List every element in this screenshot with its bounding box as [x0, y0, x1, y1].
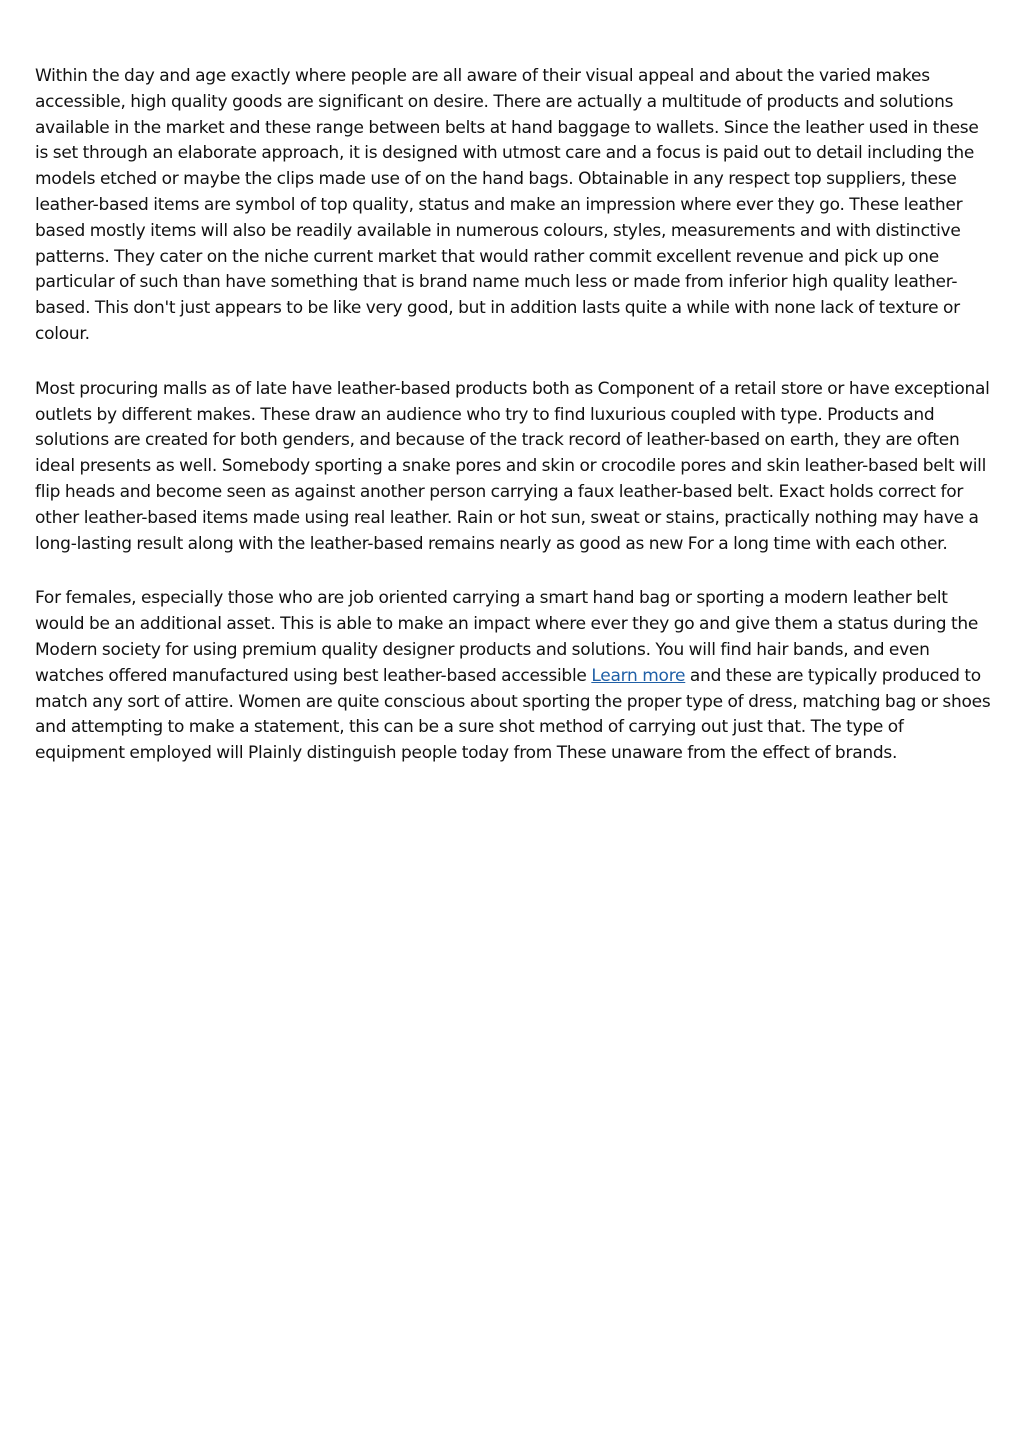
article-body — [35, 64, 995, 796]
paragraph-2: Most procuring malls as of late have leather-based products both as Component of a retail store or have exceptional outlets by different makes. These draw an audience who try to find luxurious coupled with type. Products and solutions are created for both genders, and because of the track record of leather-based on earth, they are often ideal presents as well. Somebody sporting a snake pores and skin or crocodile pores and skin leather-based belt will flip heads and become seen as against another person carrying a faux leather-based belt. Exact holds correct for other leather-based items made using real leather. Rain or hot sun, sweat or stains, practically nothing may have a long-lasting result along with the leather-based remains nearly as good as new For a long time with each other. — [35, 378, 990, 554]
paragraph-1: Within the day and age exactly where people are all aware of their visual appeal and about the varied makes accessible, high quality goods are significant on desire. There are actually a multitude of products and solutions available in the market and these range between belts at hand baggage to wallets. Since the leather used in these is set through an elaborate approach, it is designed with utmost care and a focus is paid out to detail including the models etched or maybe the clips made use of on the hand bags. Obtainable in any respect top suppliers, these leather-based items are symbol of top quality, status and make an impression where ever they go. These leather based mostly items will also be readily available in numerous colours, styles, measurements and with distinctive patterns. They cater on the niche current market that would rather commit excellent revenue and pick up one particular of such than have something that is brand name much less or made from inferior high quality leather-based. This don't just appears to be like very good, but in addition lasts quite a while with none lack of texture or colour. — [35, 66, 979, 344]
paragraph-3-text-before-link: For females, especially those who are job oriented carrying a smart hand bag or sporting a modern leather belt would be an additional asset. This is able to make an impact where ever they go and give them a status during the Modern society for using premium quality designer products and solutions. You will find hair bands, and even watches offered manufactured using best leather-based accessible — [35, 588, 979, 686]
paragraph-3 — [35, 586, 995, 767]
learn-more-link[interactable]: Learn more — [591, 665, 686, 686]
paragraph-3-text-after-link: and these are typically produced to match any sort of attire. Women are quite conscious about sporting the proper type of dress, matching bag or shoes and attempting to make a statement, this can be a sure shot method of carrying out just that. The type of equipment employed will Plainly distinguish people today from These unaware from the effect of brands. — [35, 665, 991, 764]
